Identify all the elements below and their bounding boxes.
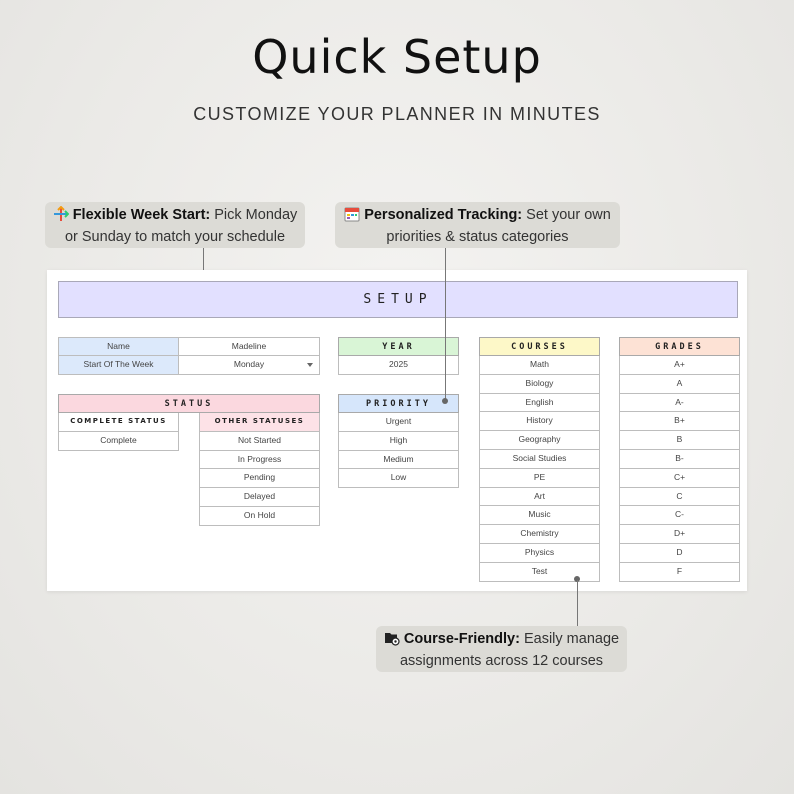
grade-item[interactable]: D+ [619,525,740,544]
grade-item[interactable]: C [619,488,740,507]
priority-item[interactable]: Medium [338,451,459,470]
folder-gear-icon [384,630,400,652]
week-start-value: Monday [233,358,265,369]
name-label: Name [58,337,179,356]
week-start-dropdown[interactable] [179,356,320,375]
course-item[interactable]: Test [479,563,600,582]
grades-header: GRADES [619,337,740,356]
callout-courses [376,626,627,672]
grade-item[interactable]: C+ [619,469,740,488]
course-item[interactable]: Chemistry [479,525,600,544]
course-item[interactable]: Music [479,506,600,525]
callout-tracking-text2: priorities & status categories [386,229,569,245]
complete-status-item[interactable]: Complete [58,432,179,451]
week-start-label: Start Of The Week [58,356,179,375]
course-item[interactable]: History [479,412,600,431]
status-item[interactable]: On Hold [199,507,320,526]
callout-week-start-text1: Pick Monday [214,207,298,223]
courses-header: COURSES [479,337,600,356]
courses-table [479,337,600,582]
grade-item[interactable]: A- [619,394,740,413]
callout-week-start-title: Flexible Week Start: [72,207,211,223]
priority-item[interactable]: High [338,432,459,451]
course-item[interactable]: Math [479,356,600,375]
chevron-down-icon[interactable] [307,363,313,367]
callout-week-start [45,202,305,248]
callout-week-start-text2: or Sunday to match your schedule [64,229,286,245]
page-title: Quick Setup [252,30,542,84]
status-table [58,394,320,526]
callout-tracking-title: Personalized Tracking: [364,207,523,223]
status-item[interactable]: Pending [199,469,320,488]
course-item[interactable]: Geography [479,431,600,450]
complete-status-header: COMPLETE STATUS [58,413,179,432]
grade-item[interactable]: B+ [619,412,740,431]
priority-item[interactable]: Low [338,469,459,488]
arrows-cross-icon [53,206,69,228]
callout-courses-text2: assignments across 12 courses [399,653,604,669]
priority-item[interactable]: Urgent [338,413,459,432]
callout-courses-title: Course-Friendly: [403,631,520,647]
status-item[interactable]: In Progress [199,451,320,470]
grade-item[interactable]: B- [619,450,740,469]
year-header: YEAR [338,337,459,356]
status-header: STATUS [58,394,320,413]
priority-header: PRIORITY [338,394,459,413]
callout-tracking [335,202,620,248]
grade-item[interactable]: F [619,563,740,582]
calendar-icon [344,206,360,228]
status-item[interactable]: Delayed [199,488,320,507]
status-item[interactable]: Not Started [199,432,320,451]
setup-sheet [47,270,747,591]
grade-item[interactable]: A [619,375,740,394]
other-statuses-header: OTHER STATUSES [199,413,320,432]
name-field[interactable]: Madeline [179,337,320,356]
course-item[interactable]: English [479,394,600,413]
grade-item[interactable]: B [619,431,740,450]
course-item[interactable]: Biology [479,375,600,394]
page-subtitle: CUSTOMIZE YOUR PLANNER IN MINUTES [193,104,601,124]
priority-table [338,394,459,488]
grade-item[interactable]: A+ [619,356,740,375]
profile-table [58,337,320,375]
setup-title-bar: SETUP [58,281,738,318]
course-item[interactable]: Art [479,488,600,507]
connector-line [577,580,578,626]
callout-tracking-text1: Set your own [526,207,611,223]
connector-dot [442,398,448,404]
year-table [338,337,459,375]
callout-courses-text1: Easily manage [523,631,620,647]
grade-item[interactable]: D [619,544,740,563]
course-item[interactable]: Social Studies [479,450,600,469]
course-item[interactable]: PE [479,469,600,488]
grades-table [619,337,740,582]
course-item[interactable]: Physics [479,544,600,563]
grade-item[interactable]: C- [619,506,740,525]
year-field[interactable]: 2025 [338,356,459,375]
connector-line [445,248,446,400]
